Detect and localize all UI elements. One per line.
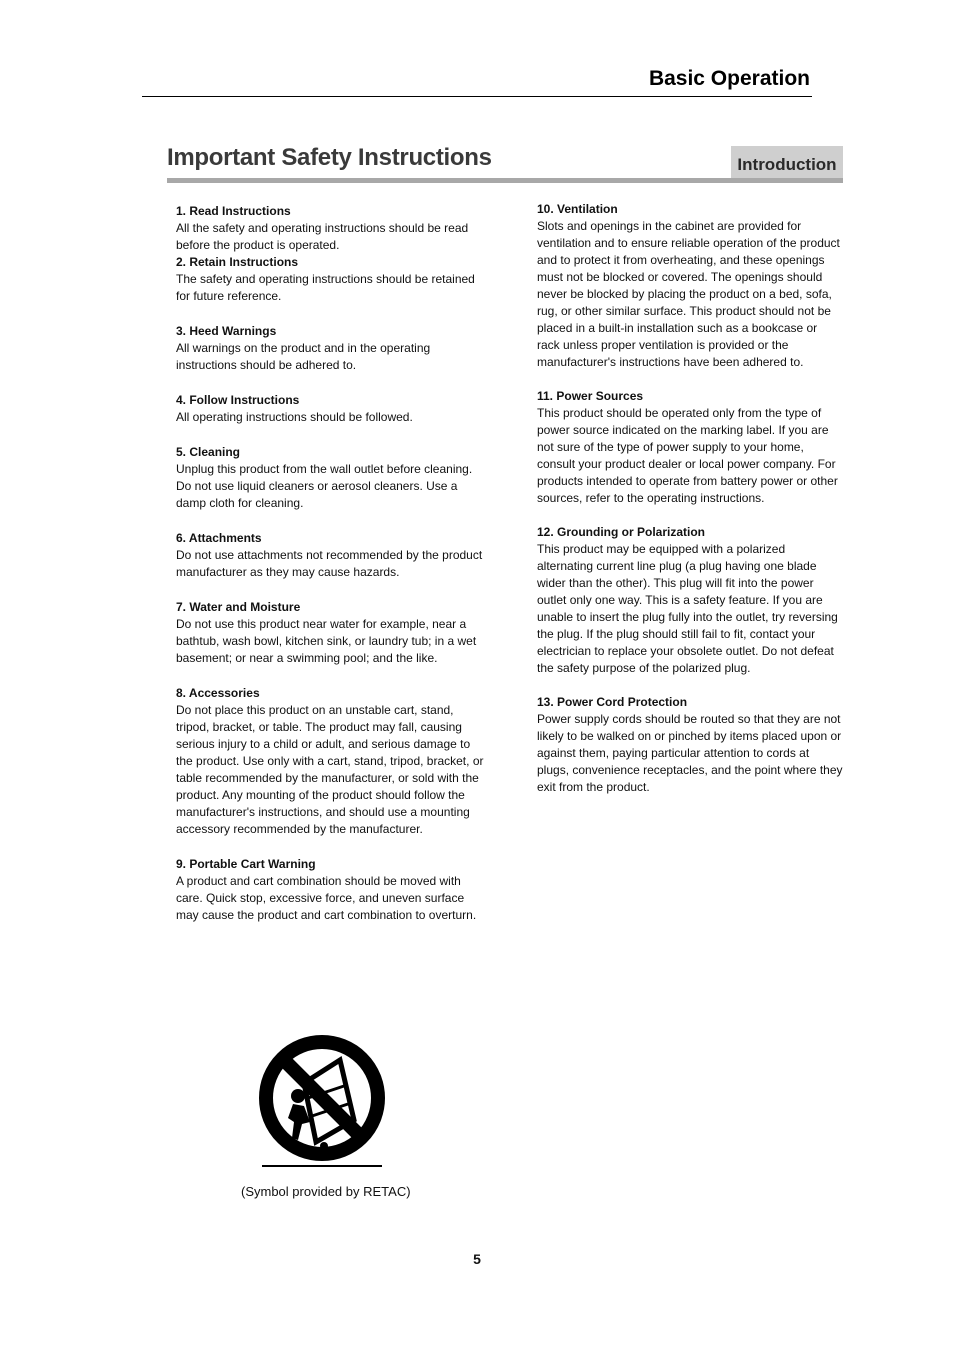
instruction-heading: 1. Read Instructions	[176, 204, 291, 218]
instruction-heading: 8. Accessories	[176, 686, 260, 700]
instruction-text: Do not use this product near water for example, near a bathtub, wash bowl, kitchen sink, or laundry tub; in a wet basement; or near a swimming pool; and the like.	[176, 617, 477, 665]
instruction-heading: 3. Heed Warnings	[176, 324, 277, 338]
instruction-heading: 4. Follow Instructions	[176, 393, 300, 407]
instruction-item	[537, 201, 843, 371]
instruction-item	[537, 694, 843, 796]
instruction-text: Power supply cords should be routed so that they are not likely to be walked on or pinched by items placed upon or against them, paying particular attention to cords at plugs, convenience receptacles, and the point where they exit from the product.	[537, 712, 843, 794]
instruction-heading: 13. Power Cord Protection	[537, 695, 688, 709]
instruction-text: All warnings on the product and in the operating instructions should be adhered to.	[176, 341, 431, 372]
section-title: Basic Operation	[648, 67, 810, 90]
left-column	[176, 203, 488, 924]
page-title: Important Safety Instructions	[167, 144, 492, 171]
instruction-text: This product may be equipped with a polarized alternating current line plug (a plug having one blade wider than the other). This plug will fit into the power outlet only one way. This is a safety feature. If you are unable to insert the plug fully into the outlet, try reversing the plug. If the plug should still fail to fit, contact your electrician to replace your obsolete outlet. Do not defeat the safety purpose of the polarized plug.	[537, 542, 838, 675]
instruction-item	[176, 203, 488, 254]
instruction-text: Slots and openings in the cabinet are provided for ventilation and to ensure reliable operation of the product and to protect it from overheating, and these openings must not be blocked or covered. The openings should never be blocked by placing the product on a bed, sofa, rug, or other similar surface. This product should not be placed in a built-in installation such as a bookcase or rack unless proper ventilation is provided or the manufacturer's instructions have been adhered to.	[537, 219, 840, 369]
instruction-text: All the safety and operating instructions should be read before the product is operated.	[176, 221, 469, 252]
instruction-heading: 2. Retain Instructions	[176, 255, 299, 269]
instruction-heading: 9. Portable Cart Warning	[176, 857, 316, 871]
figure-caption: (Symbol provided by RETAC)	[241, 1184, 411, 1199]
page-number: 5	[473, 1251, 481, 1267]
instruction-heading: 10. Ventilation	[537, 202, 618, 216]
instruction-item	[176, 685, 488, 838]
instruction-heading: 7. Water and Moisture	[176, 600, 301, 614]
instruction-item	[176, 530, 488, 581]
title-divider	[167, 178, 843, 183]
instruction-item	[176, 599, 488, 667]
instruction-heading: 6. Attachments	[176, 531, 262, 545]
instruction-heading: 12. Grounding or Polarization	[537, 525, 706, 539]
instruction-text: The safety and operating instructions should be retained for future reference.	[176, 272, 475, 303]
instruction-item	[176, 856, 488, 924]
no-cart-tipover-icon	[258, 1028, 386, 1168]
instruction-text: Unplug this product from the wall outlet before cleaning. Do not use liquid cleaners or aerosol cleaners. Use a damp cloth for cleaning.	[176, 462, 473, 510]
instruction-item	[176, 444, 488, 512]
instruction-text: All operating instructions should be followed.	[176, 410, 413, 424]
instruction-item	[537, 388, 843, 507]
instruction-text: This product should be operated only from the type of power source indicated on the marking label. If you are not sure of the type of power supply to your home, consult your product dealer or local power company. For products intended to operate from battery power or other sources, refer to the operating instructions.	[537, 406, 838, 505]
instruction-text: A product and cart combination should be moved with care. Quick stop, excessive force, and uneven surface may cause the product and cart combination to overturn.	[176, 874, 477, 922]
right-column	[537, 201, 843, 796]
instruction-item	[537, 524, 843, 677]
instruction-item	[176, 254, 488, 305]
section-tab: Introduction	[731, 146, 843, 183]
instruction-heading: 11. Power Sources	[537, 389, 644, 403]
instruction-item	[176, 392, 488, 426]
header-divider	[142, 96, 812, 97]
instruction-heading: 5. Cleaning	[176, 445, 241, 459]
instruction-text: Do not use attachments not recommended by the product manufacturer as they may cause hazards.	[176, 548, 483, 579]
instruction-item	[176, 323, 488, 374]
instruction-text: Do not place this product on an unstable cart, stand, tripod, bracket, or table. The product may fall, causing serious injury to a child or adult, and serious damage to the product. Use only with a cart, stand, tripod, bracket, or table recommended by the manufacturer, or sold with the product. Any mounting of the product should follow the manufacturer's instructions, and should use a mounting accessory recommended by the manufacturer.	[176, 703, 484, 836]
